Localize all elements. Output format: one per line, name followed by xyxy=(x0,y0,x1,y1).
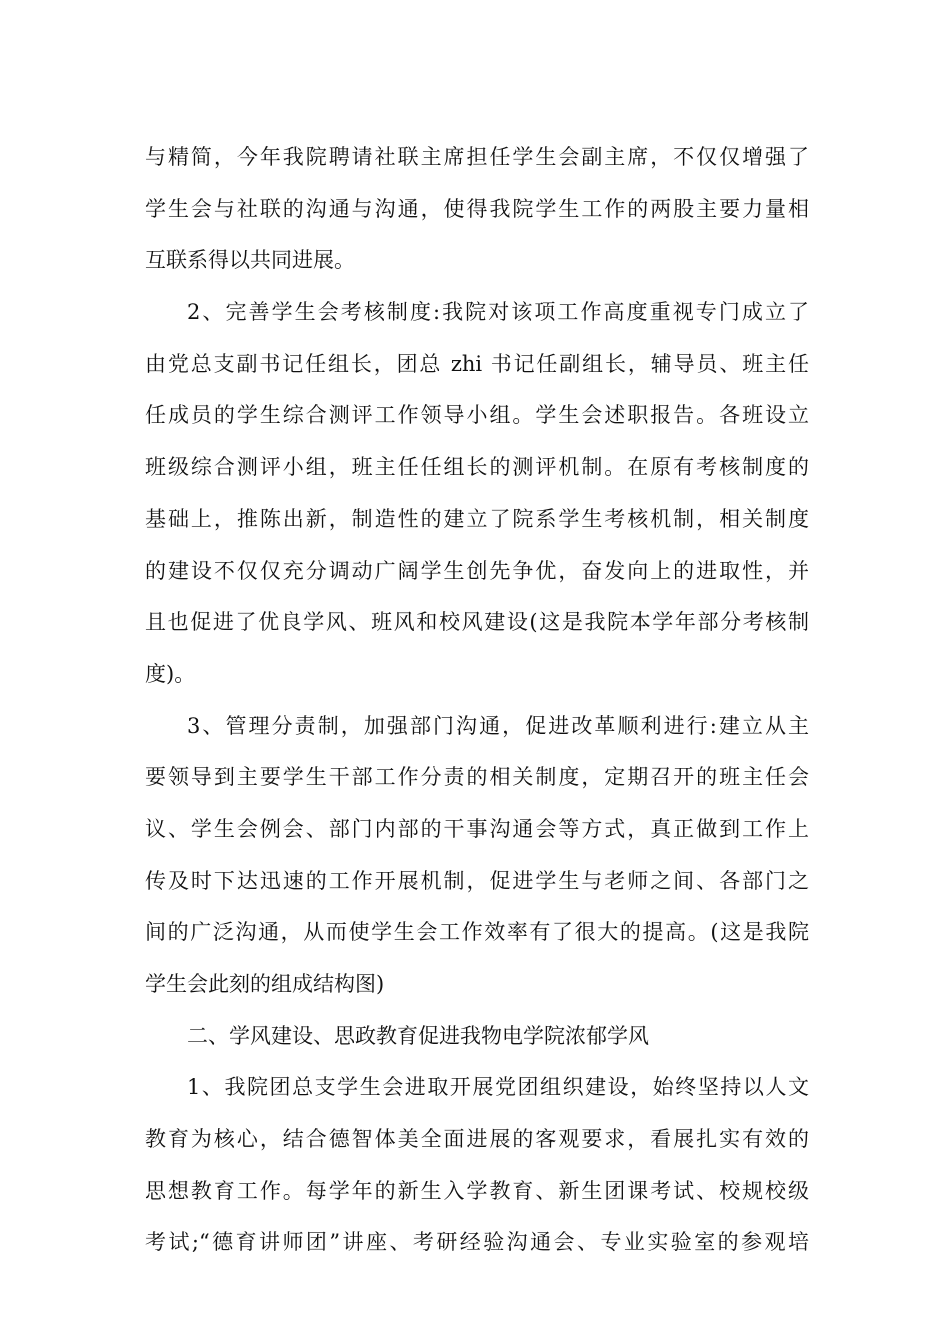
text-line: 间的广泛沟通，从而使学生会工作效率有了很大的提高。(这是我院 xyxy=(145,920,809,945)
text-line: 2、完善学生会考核制度:我院对该项工作高度重视专门成立了 xyxy=(187,300,809,325)
text-line: 由党总支副书记任组长，团总 zhi 书记任副组长，辅导员、班主任 xyxy=(145,351,809,376)
text-line: 教育为核心，结合德智体美全面进展的客观要求，看展扎实有效的 xyxy=(145,1127,809,1152)
text-line: 且也促进了优良学风、班风和校风建设(这是我院本学年部分考核制 xyxy=(145,610,809,635)
text-line: 1、我院团总支学生会进取开展党团组织建设，始终坚持以人文 xyxy=(187,1075,809,1100)
text-line: 班级综合测评小组，班主任任组长的测评机制。在原有考核制度的 xyxy=(145,455,809,480)
text-line: 要领导到主要学生干部工作分责的相关制度，定期召开的班主任会 xyxy=(145,765,809,790)
text-line: 基础上，推陈出新，制造性的建立了院系学生考核机制，相关制度 xyxy=(145,506,809,531)
text-line: 传及时下达迅速的工作开展机制，促进学生与老师之间、各部门之 xyxy=(145,868,809,893)
text-line: 互联系得以共同进展。 xyxy=(145,248,355,273)
text-line: 与精简，今年我院聘请社联主席担任学生会副主席，不仅仅增强了 xyxy=(145,145,809,169)
text-line: 3、管理分责制，加强部门沟通，促进改革顺利进行:建立从主 xyxy=(187,713,809,738)
text-line: 二、学风建设、思政教育促进我物电学院浓郁学风 xyxy=(187,1023,649,1048)
text-line: 思想教育工作。每学年的新生入学教育、新生团课考试、校规校级 xyxy=(145,1178,809,1203)
text-line: 任成员的学生综合测评工作领导小组。学生会述职报告。各班设立 xyxy=(145,403,809,428)
text-line: 的建设不仅仅充分调动广阔学生创先争优，奋发向上的进取性，并 xyxy=(145,558,809,583)
document-body xyxy=(145,132,809,1269)
text-line: 学生会此刻的组成结构图) xyxy=(145,972,385,996)
text-line: 度)。 xyxy=(145,661,196,686)
text-line: 考试;“德育讲师团”讲座、考研经验沟通会、专业实验室的参观培 xyxy=(145,1230,809,1255)
text-line: 学生会与社联的沟通与沟通，使得我院学生工作的两股主要力量相 xyxy=(145,196,809,221)
text-line: 议、学生会例会、部门内部的干事沟通会等方式，真正做到工作上 xyxy=(145,816,809,841)
